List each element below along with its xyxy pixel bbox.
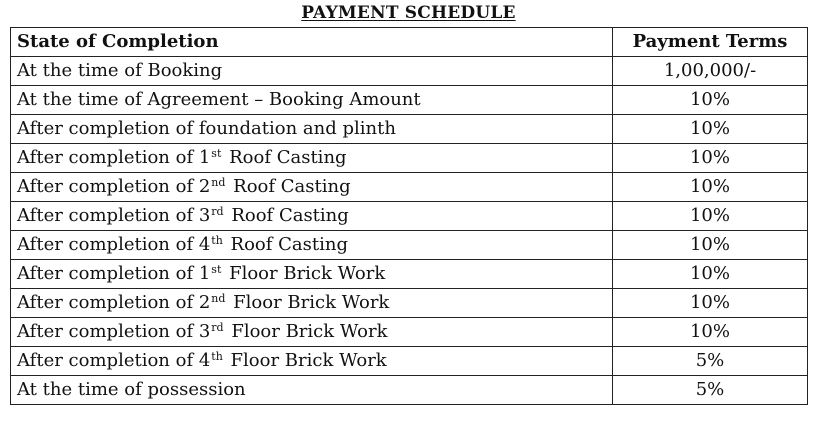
table-row <box>11 347 808 376</box>
ordinal-suffix: nd <box>211 176 226 189</box>
stage-cell <box>11 260 613 289</box>
payment-term-cell: 5% <box>613 347 808 376</box>
stage-text: After completion of 1 <box>17 263 211 284</box>
stage-cell <box>11 231 613 260</box>
payment-term-cell: 10% <box>613 86 808 115</box>
table-row <box>11 86 808 115</box>
stage-text: After completion of 4 <box>17 234 211 255</box>
header-payment-terms: Payment Terms <box>613 28 808 57</box>
stage-cell <box>11 289 613 318</box>
stage-text-suffix: Floor Brick Work <box>224 350 387 371</box>
stage-text-suffix: Roof Casting <box>225 205 349 226</box>
table-row <box>11 144 808 173</box>
stage-cell <box>11 86 613 115</box>
payment-schedule-table <box>10 27 808 405</box>
stage-cell <box>11 115 613 144</box>
stage-text-suffix: Floor Brick Work <box>227 292 390 313</box>
payment-term-cell: 10% <box>613 202 808 231</box>
stage-cell <box>11 376 613 405</box>
table-row <box>11 376 808 405</box>
stage-text: At the time of possession <box>17 379 246 400</box>
stage-text: After completion of 2 <box>17 176 211 197</box>
table-row <box>11 231 808 260</box>
ordinal-suffix: rd <box>211 321 224 334</box>
stage-text: After completion of 1 <box>17 147 211 168</box>
stage-cell <box>11 347 613 376</box>
stage-text-suffix: Roof Casting <box>224 234 348 255</box>
payment-term-cell: 1,00,000/- <box>613 57 808 86</box>
table-row <box>11 57 808 86</box>
stage-text-suffix: Floor Brick Work <box>225 321 388 342</box>
table-header-row <box>11 28 808 57</box>
title-text: PAYMENT SCHEDULE <box>301 3 516 23</box>
ordinal-suffix: th <box>211 234 223 247</box>
stage-cell <box>11 318 613 347</box>
stage-cell <box>11 57 613 86</box>
stage-text: At the time of Agreement – Booking Amount <box>17 89 421 110</box>
payment-term-cell: 10% <box>613 231 808 260</box>
payment-term-cell: 10% <box>613 173 808 202</box>
stage-cell <box>11 144 613 173</box>
ordinal-suffix: st <box>211 147 222 160</box>
stage-text-suffix: Floor Brick Work <box>223 263 386 284</box>
stage-text: After completion of foundation and plinth <box>17 118 396 139</box>
stage-text-suffix: Roof Casting <box>223 147 347 168</box>
stage-text: After completion of 2 <box>17 292 211 313</box>
table-row <box>11 289 808 318</box>
ordinal-suffix: nd <box>211 292 226 305</box>
table-row <box>11 202 808 231</box>
stage-text: After completion of 4 <box>17 350 211 371</box>
payment-term-cell: 5% <box>613 376 808 405</box>
table-row <box>11 260 808 289</box>
ordinal-suffix: st <box>211 263 222 276</box>
stage-text: At the time of Booking <box>17 60 223 81</box>
stage-text: After completion of 3 <box>17 205 211 226</box>
payment-term-cell: 10% <box>613 115 808 144</box>
stage-text: After completion of 3 <box>17 321 211 342</box>
table-row <box>11 318 808 347</box>
stage-text-suffix: Roof Casting <box>227 176 351 197</box>
page-title <box>0 3 817 23</box>
payment-term-cell: 10% <box>613 144 808 173</box>
payment-term-cell: 10% <box>613 260 808 289</box>
header-state-of-completion: State of Completion <box>11 28 613 57</box>
table-row <box>11 173 808 202</box>
payment-term-cell: 10% <box>613 289 808 318</box>
payment-term-cell: 10% <box>613 318 808 347</box>
table-row <box>11 115 808 144</box>
ordinal-suffix: th <box>211 350 223 363</box>
stage-cell <box>11 202 613 231</box>
ordinal-suffix: rd <box>211 205 224 218</box>
stage-cell <box>11 173 613 202</box>
